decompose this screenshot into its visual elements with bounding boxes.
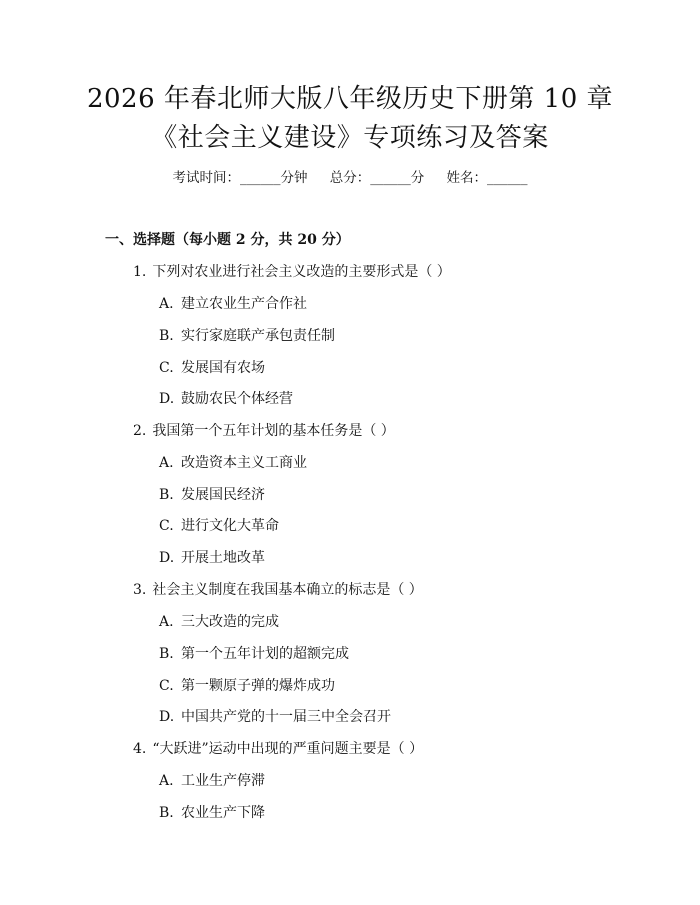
option-letter: C. bbox=[159, 518, 174, 534]
option-letter: A. bbox=[159, 773, 174, 789]
option-text: 农业生产下降 bbox=[181, 805, 265, 821]
option-text: 进行文化大革命 bbox=[181, 518, 279, 534]
option-text: 鼓励农民个体经营 bbox=[181, 391, 293, 407]
question-text: 社会主义制度在我国基本确立的标志是（ ） bbox=[152, 582, 423, 598]
question-1-option-b bbox=[159, 326, 335, 346]
exam-meta bbox=[0, 168, 700, 188]
option-text: 改造资本主义工商业 bbox=[181, 455, 307, 471]
question-3 bbox=[133, 580, 423, 600]
question-text: 下列对农业进行社会主义改造的主要形式是（ ） bbox=[152, 264, 451, 280]
option-text: 建立农业生产合作社 bbox=[181, 296, 307, 312]
option-text: 中国共产党的十一届三中全会召开 bbox=[181, 709, 391, 725]
document-title-line-1: 2026 年春北师大版八年级历史下册第 10 章 bbox=[86, 84, 614, 114]
question-text: 我国第一个五年计划的基本任务是（ ） bbox=[152, 423, 395, 439]
question-4-option-a bbox=[159, 771, 265, 791]
question-3-option-b bbox=[159, 644, 349, 664]
option-letter: D. bbox=[159, 709, 175, 725]
total-score-field: 总分：______分 bbox=[329, 170, 425, 186]
question-1-option-a bbox=[159, 294, 307, 314]
question-text: “大跃进”运动中出现的严重问题主要是（ ） bbox=[152, 741, 424, 757]
question-4 bbox=[133, 739, 423, 759]
option-letter: C. bbox=[159, 678, 174, 694]
option-text: 发展国民经济 bbox=[181, 487, 265, 503]
option-letter: A. bbox=[159, 296, 174, 312]
document-title-line-2: 《社会主义建设》专项练习及答案 bbox=[151, 123, 549, 153]
question-1-option-d bbox=[159, 389, 293, 409]
question-number: 2. bbox=[133, 423, 147, 439]
option-letter: A. bbox=[159, 455, 174, 471]
question-number: 3. bbox=[133, 582, 147, 598]
exam-time-field: 考试时间：______分钟 bbox=[172, 170, 308, 186]
option-letter: C. bbox=[159, 360, 174, 376]
option-letter: B. bbox=[159, 487, 174, 503]
option-letter: D. bbox=[159, 550, 175, 566]
option-letter: B. bbox=[159, 646, 174, 662]
option-text: 第一颗原子弹的爆炸成功 bbox=[181, 678, 335, 694]
option-text: 开展土地改革 bbox=[181, 550, 265, 566]
question-2-option-b bbox=[159, 485, 265, 505]
option-text: 工业生产停滞 bbox=[181, 773, 265, 789]
question-number: 4. bbox=[133, 741, 147, 757]
question-4-option-b bbox=[159, 803, 265, 823]
question-2-option-d bbox=[159, 548, 265, 568]
question-1 bbox=[133, 262, 451, 282]
option-letter: B. bbox=[159, 805, 174, 821]
question-2-option-a bbox=[159, 453, 307, 473]
option-letter: D. bbox=[159, 391, 175, 407]
option-text: 发展国有农场 bbox=[181, 360, 265, 376]
question-number: 1. bbox=[133, 264, 147, 280]
option-text: 三大改造的完成 bbox=[181, 614, 279, 630]
section-heading-multiple-choice: 一、选择题（每小题 2 分，共 20 分） bbox=[105, 232, 350, 248]
question-2 bbox=[133, 421, 395, 441]
question-3-option-a bbox=[159, 612, 279, 632]
option-text: 实行家庭联产承包责任制 bbox=[181, 328, 335, 344]
student-name-field: 姓名：______ bbox=[446, 170, 528, 186]
option-letter: A. bbox=[159, 614, 174, 630]
option-text: 第一个五年计划的超额完成 bbox=[181, 646, 349, 662]
question-3-option-c bbox=[159, 676, 335, 696]
question-2-option-c bbox=[159, 516, 279, 536]
question-3-option-d bbox=[159, 707, 391, 727]
option-letter: B. bbox=[159, 328, 174, 344]
question-1-option-c bbox=[159, 358, 265, 378]
